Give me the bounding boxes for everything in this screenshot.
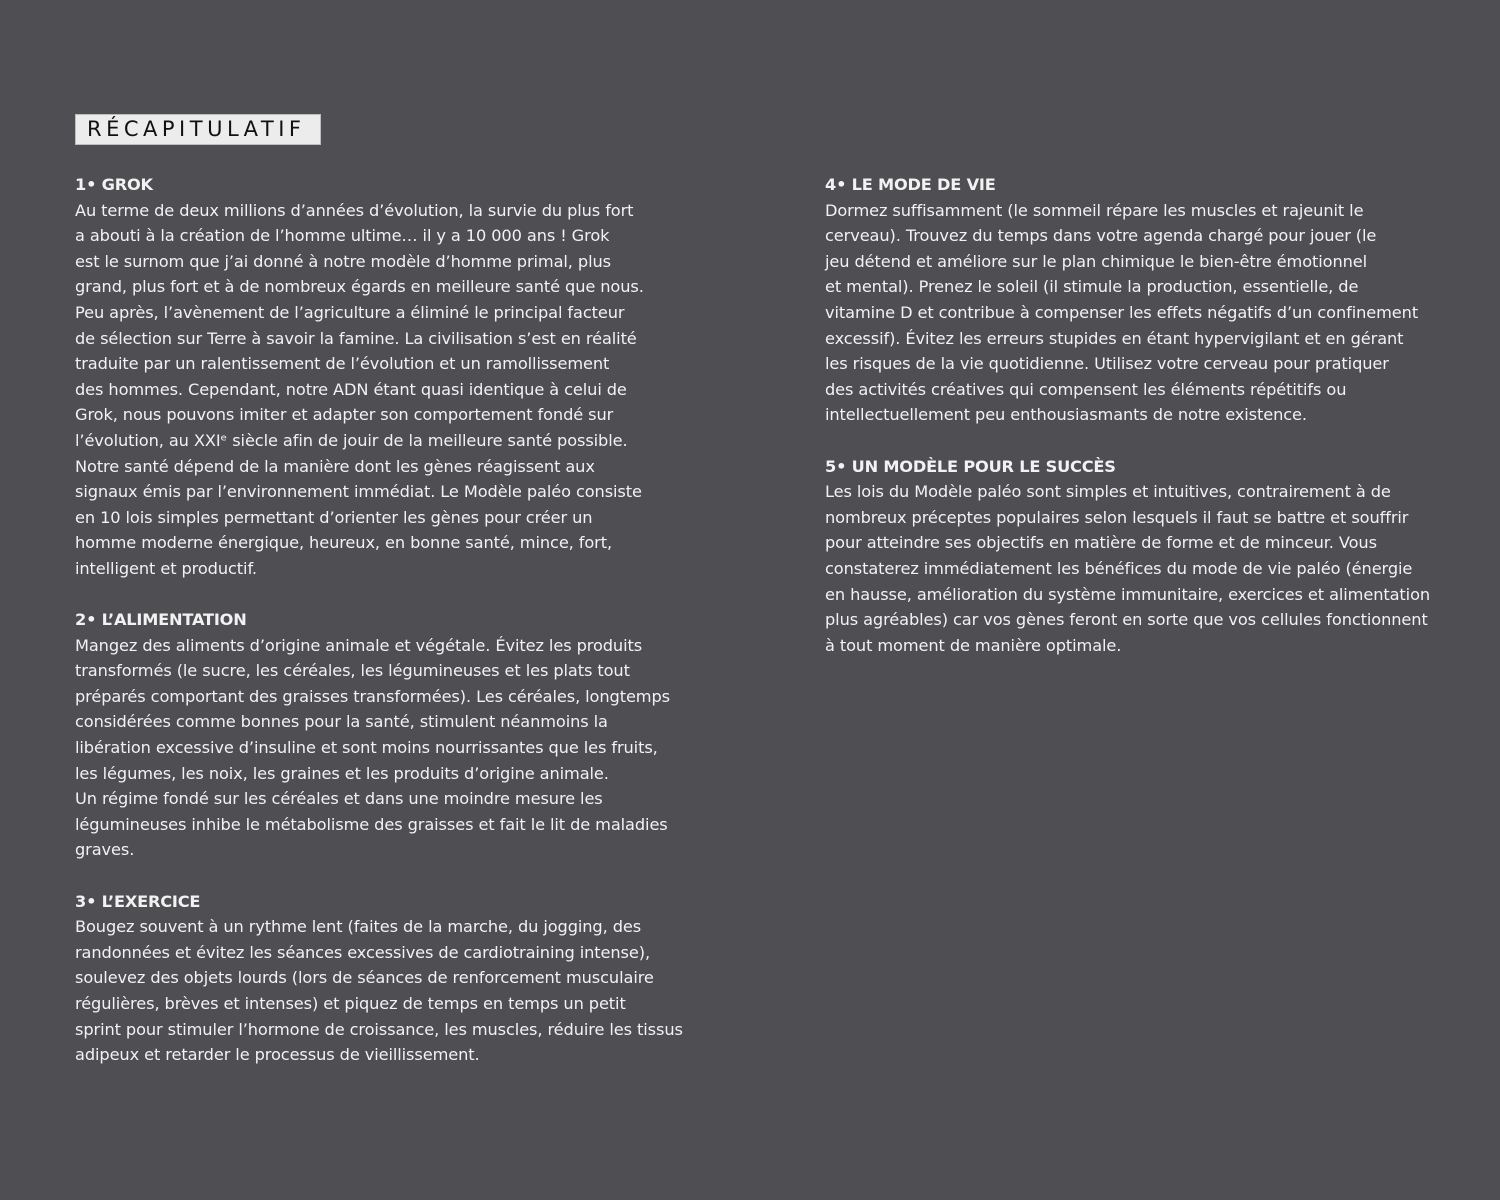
body-line: considérées comme bonnes pour la santé, stimulent néanmoins la bbox=[75, 712, 608, 732]
section-modele-succes bbox=[825, 454, 1445, 659]
body-line: l’évolution, au XXIᵉ siècle afin de jouir de la meilleure santé possible. bbox=[75, 430, 628, 450]
body-line: traduite par un ralentissement de l’évolution et un ramollissement bbox=[75, 354, 610, 374]
body-line: vitamine D et contribue à compenser les effets négatifs d’un confinement bbox=[825, 302, 1419, 322]
body-line: signaux émis par l’environnement immédiat. Le Modèle paléo consiste bbox=[75, 482, 642, 502]
section-grok bbox=[75, 172, 695, 582]
body-line: préparés comportant des graisses transformées). Les céréales, longtemps bbox=[75, 686, 670, 706]
section-body bbox=[75, 633, 695, 863]
section-heading: 2• L’ALIMENTATION bbox=[75, 610, 247, 630]
body-line: Dormez suffisamment (le sommeil répare les muscles et rajeunit le bbox=[825, 200, 1364, 220]
section-heading: 3• L’EXERCICE bbox=[75, 891, 201, 911]
body-line: intelligent et productif. bbox=[75, 558, 257, 578]
section-heading: 4• LE MODE DE VIE bbox=[825, 175, 996, 194]
section-mode-de-vie bbox=[825, 172, 1445, 428]
body-line: graves. bbox=[75, 840, 135, 860]
body-line: adipeux et retarder le processus de vieillissement. bbox=[75, 1045, 480, 1065]
body-line: pour atteindre ses objectifs en matière de forme et de minceur. Vous bbox=[825, 533, 1377, 553]
body-line: des activités créatives qui compensent les éléments répétitifs ou bbox=[825, 379, 1347, 399]
body-line: Bougez souvent à un rythme lent (faites de la marche, du jogging, des bbox=[75, 917, 642, 937]
body-line: des hommes. Cependant, notre ADN étant quasi identique à celui de bbox=[75, 379, 627, 399]
section-body bbox=[825, 198, 1445, 428]
section-heading: 1• GROK bbox=[75, 175, 153, 194]
body-line: excessif). Évitez les erreurs stupides en étant hypervigilant et en gérant bbox=[825, 328, 1404, 348]
body-line: Un régime fondé sur les céréales et dans une moindre mesure les bbox=[75, 789, 603, 809]
right-column bbox=[825, 172, 1445, 684]
body-line: plus agréables) car vos gènes feront en sorte que vos cellules fonctionnent bbox=[825, 610, 1428, 630]
body-line: et mental). Prenez le soleil (il stimule la production, essentielle, de bbox=[825, 277, 1359, 297]
body-line: Peu après, l’avènement de l’agriculture a éliminé le principal facteur bbox=[75, 302, 625, 322]
body-line: transformés (le sucre, les céréales, les légumineuses et les plats tout bbox=[75, 661, 630, 681]
section-heading: 5• UN MODÈLE POUR LE SUCCÈS bbox=[825, 456, 1116, 476]
body-line: en 10 lois simples permettant d’orienter les gènes pour créer un bbox=[75, 507, 593, 527]
body-line: est le surnom que j’ai donné à notre modèle d’homme primal, plus bbox=[75, 251, 611, 271]
body-line: de sélection sur Terre à savoir la famine. La civilisation s’est en réalité bbox=[75, 328, 637, 348]
body-line: cerveau). Trouvez du temps dans votre agenda chargé pour jouer (le bbox=[825, 226, 1377, 246]
body-line: constaterez immédiatement les bénéfices du mode de vie paléo (énergie bbox=[825, 558, 1413, 578]
body-line: jeu détend et améliore sur le plan chimique le bien-être émotionnel bbox=[825, 251, 1368, 271]
body-line: légumineuses inhibe le métabolisme des graisses et fait le lit de maladies bbox=[75, 814, 668, 834]
body-line: homme moderne énergique, heureux, en bonne santé, mince, fort, bbox=[75, 533, 613, 553]
body-line: intellectuellement peu enthousiasmants de notre existence. bbox=[825, 405, 1307, 425]
body-line: sprint pour stimuler l’hormone de croissance, les muscles, réduire les tissus bbox=[75, 1019, 683, 1039]
body-line: les risques de la vie quotidienne. Utilisez votre cerveau pour pratiquer bbox=[825, 354, 1389, 374]
section-body bbox=[75, 198, 695, 582]
body-line: Mangez des aliments d’origine animale et végétale. Évitez les produits bbox=[75, 635, 643, 655]
left-column bbox=[75, 172, 695, 1093]
section-body bbox=[825, 479, 1445, 658]
body-line: à tout moment de manière optimale. bbox=[825, 635, 1122, 655]
section-body bbox=[75, 914, 695, 1068]
body-line: soulevez des objets lourds (lors de séances de renforcement musculaire bbox=[75, 968, 654, 988]
section-alimentation bbox=[75, 607, 695, 863]
body-line: régulières, brèves et intenses) et piquez de temps en temps un petit bbox=[75, 994, 626, 1013]
body-line: Au terme de deux millions d’années d’évolution, la survie du plus fort bbox=[75, 200, 634, 220]
body-line: en hausse, amélioration du système immunitaire, exercices et alimentation bbox=[825, 584, 1431, 604]
body-line: randonnées et évitez les séances excessives de cardiotraining intense), bbox=[75, 942, 651, 962]
body-line: les légumes, les noix, les graines et les produits d’origine animale. bbox=[75, 763, 609, 783]
body-line: Notre santé dépend de la manière dont les gènes réagissent aux bbox=[75, 456, 595, 476]
page-title: RÉCAPITULATIF bbox=[75, 114, 321, 145]
body-line: Grok, nous pouvons imiter et adapter son comportement fondé sur bbox=[75, 405, 614, 425]
body-line: libération excessive d’insuline et sont moins nourrissantes que les fruits, bbox=[75, 738, 658, 758]
body-line: nombreux préceptes populaires selon lesquels il faut se battre et souffrir bbox=[825, 507, 1409, 527]
body-line: grand, plus fort et à de nombreux égards en meilleure santé que nous. bbox=[75, 277, 644, 297]
body-line: Les lois du Modèle paléo sont simples et intuitives, contrairement à de bbox=[825, 482, 1391, 502]
body-line: a abouti à la création de l’homme ultime… il y a 10 000 ans ! Grok bbox=[75, 226, 610, 246]
section-exercice bbox=[75, 889, 695, 1068]
